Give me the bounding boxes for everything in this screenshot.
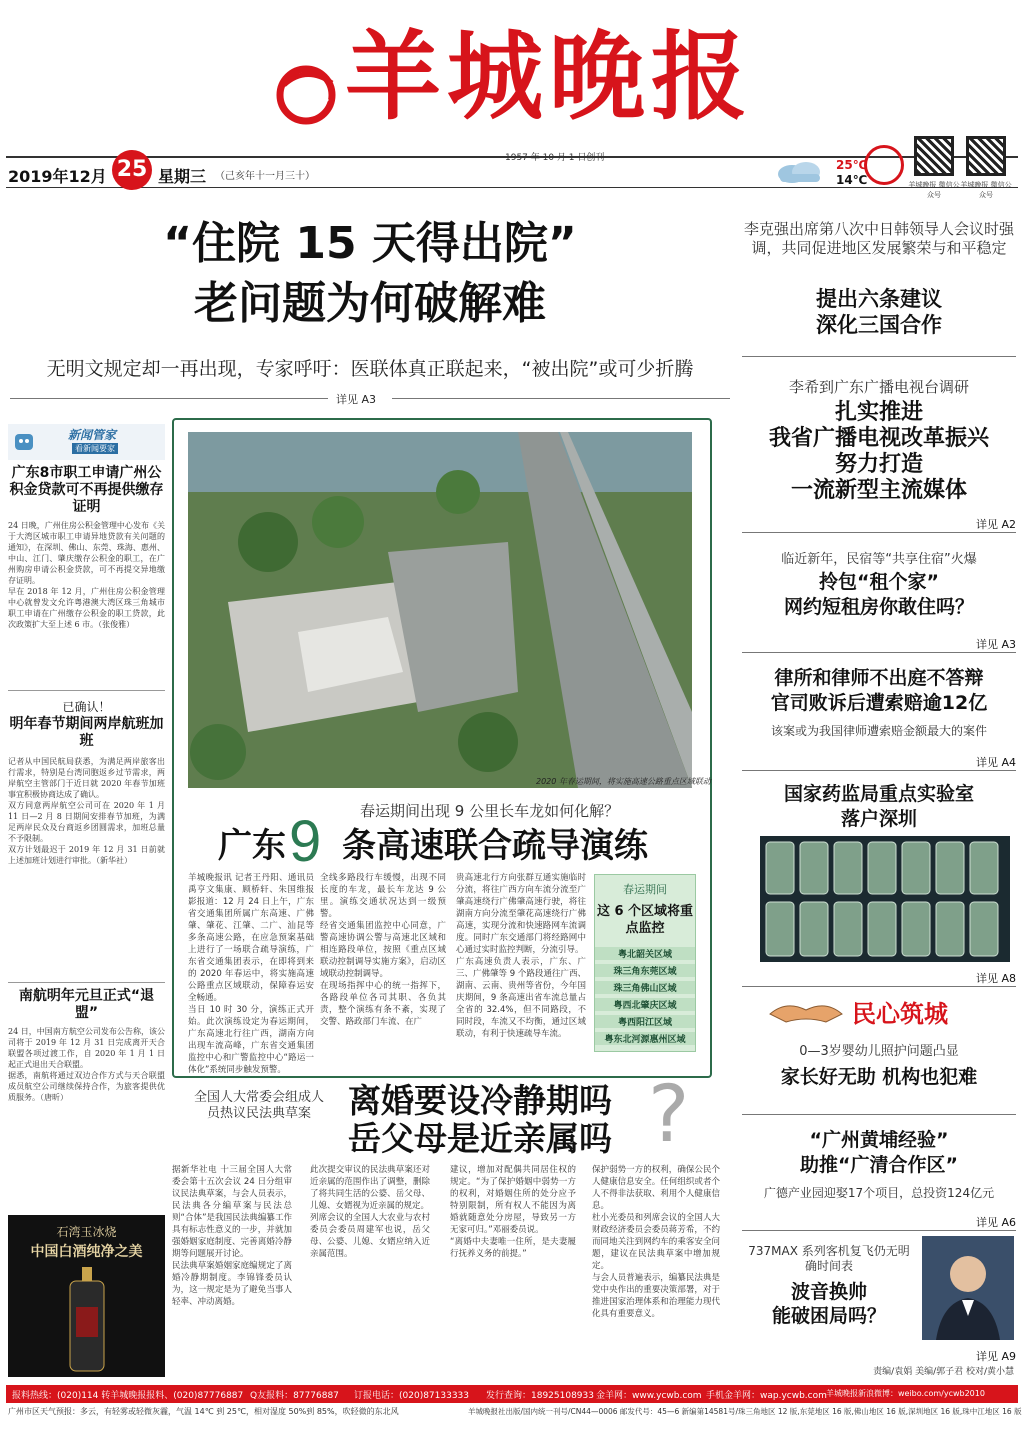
right-see-a6[interactable]: 详见 A6 [975,1216,1016,1229]
right-see-a3[interactable]: 详见 A3 [975,638,1016,651]
right-sub-lawfirm: 该案或为我国律师遭索赔金额最大的案件 [770,724,987,738]
divorce-column-3: 建议，增加对配偶共同居住权的规定。“为了保护婚姻中弱势一方的权利，对婚姻住所的处分应予特别限制，所有权人不能因为离婚就随意处分房屋，导致另一方无家可归。”邓丽委员说。 “离婚中夫妻唯一住所，是夫妻履行抚养义务的前提。” [450,1165,576,1259]
right-sub-huangpu: 广德产业园迎娶17个项目，总投资124亿元 [763,1186,995,1200]
divider [8,690,165,691]
right-title-huangpu[interactable]: “广州黄埔经验” 助推“广清合作区” [800,1129,958,1176]
footer-publisher: 羊城晚报社出版/国内统一刊号/CN44—0006 邮发代号：45—6 新编第14581号/珠三角地区 12 版,东莞地区 16 版,佛山地区 16 版,深圳地区 16 版,珠中江地区 16 版 [468,1407,1022,1416]
ad-brand: 石湾玉冰烧 [56,1225,117,1239]
footer-tipline[interactable]: 报料热线：(020)114 转羊城晚报报料、(020)87776887 [12,1391,244,1401]
footer-weather: 广州市区天气预报：多云，有轻雾或轻微灰霾，气温 14℃ 到 25℃，相对湿度 50%到 85%，吹轻微的东北风 [8,1407,399,1416]
news-butler-subtag: 看新闻要家 [72,443,118,454]
right-title-homestay[interactable]: 拎包“租个家” 网约短租房你敢住吗？ [783,571,974,618]
right-kicker-boeing: 737MAX 系列客机复飞仍无明确时间表 [748,1244,910,1273]
robot-icon [12,428,36,456]
footer-qq[interactable]: Q友报料：87776887 [250,1391,339,1401]
qr-caption: 羊城晚报 微信公众号 [960,181,1012,199]
right-kicker-broadcast: 李希到广东广播电视台调研 [788,378,969,396]
box-item: 珠三角东莞区域 [595,964,695,977]
divider [10,398,328,399]
issue-date: 2019年12月 [8,167,107,186]
divider [8,982,165,983]
box-item: 粤北韶关区域 [595,947,695,960]
issue-weekday: 星期三 [158,167,207,186]
divorce-column-2: 此次提交审议的民法典草案还对近亲属的范围作出了调整，删除了将共同生活的公婆、岳父母、儿媳、女婿视为近亲属的规定。 列席会议的全国人大农业与农村委员会委员周建军也说，岳父母、公婆、儿媳、女婿应纳入近亲属范围。 [310,1165,430,1259]
right-title-summit[interactable]: 提出六条建议 深化三国合作 [816,287,942,337]
right-see-a4[interactable]: 详见 A4 [975,756,1016,769]
right-title-lab[interactable]: 国家药监局重点实验室 落户深圳 [783,783,974,830]
news-butler-banner [8,424,165,460]
box-title: 这 6 个区域将重点监控 [596,904,694,936]
brief-title-airline[interactable]: 南航明年元旦正式“退盟” [18,988,155,1021]
photo-caption: 2020 年春运期间，将实施高速公路重点区域联动 [536,777,711,786]
lead-title-line2[interactable]: 老问题为何破解难 [194,278,546,329]
executive-portrait-photo[interactable] [922,1236,1014,1340]
feature-column-3: 贵高速北行方向张群互通实施临时分流，将往广西方向车流分流至广肇高速绕行广佛肇高速行驶，将往湖南方向分流至肇花高速绕行广佛高速，实现分流和快速路网车流调度。同时广东交通部门将经路网中心通过实时监控判断，分流引导。 广东高速负责人表示，广东、广三、广佛肇等 9 个路段通往广西、湖南、云南、贵州等省份，今年国庆期间，9 条高速出省车流总量占全省的 32.4%，但不同路段，不同时段，车流又不均衡，通过区域联动，有利于快速疏导车流。 [456,873,586,1039]
divider [742,532,1016,533]
divider [742,356,1016,357]
monitor-areas-box [594,874,696,1052]
divorce-title-line2[interactable]: 岳父母是近亲属吗 [348,1119,612,1158]
brief-title-fund[interactable]: 广东8市职工申请广州公积金贷款可不再提供缴存证明 [9,465,164,515]
right-see-a9[interactable]: 详见 A9 [975,1350,1016,1363]
issue-day-badge: 25 [112,150,152,190]
box-kicker: 春运期间 [623,883,667,896]
right-kicker-homestay: 临近新年，民宿等“共享住宿”火爆 [781,552,977,567]
footer-weibo[interactable]: 羊城晚报新浪微博：weibo.com/ycwb2010 [826,1389,985,1398]
box-item: 粤西北肇庆区域 [595,998,695,1011]
brief-body-flights: 记者从中国民航局获悉，为满足两岸旅客出行需求，特别是台湾同胞返乡过节需求，两岸航空主管部门于近日就 2020 年春节加班事宜积极协商达成了确认。 双方同意两岸航空公司可在 2020 年 1 月 11 日—2 月 8 日期间安排春节加班，为满足两岸民众及台商返乡团圆需求，加班总量不予限制。 双方计划最迟于 2019 年 12 月 31 日前就上述加班计划进行审批。（新华社） [8,757,165,865]
cloudy-weather-icon [772,160,826,184]
box-item: 粤东北河源惠州区域 [595,1032,695,1045]
anniversary-emblem-icon [864,145,904,185]
footer-distribution[interactable]: 发行查询：18925108933 [486,1391,594,1401]
footer-mobile-site[interactable]: 手机金羊网：wap.ycwb.com [706,1391,827,1401]
news-butler-tag: 新闻管家 [68,428,117,442]
temp-low: 14℃ [836,173,868,187]
divorce-column-1: 据新华社电 十三届全国人大常委会第十五次会议 24 日分组审议民法典草案，与会人员表示，民法典各分编草案与民法总则“合体”是我国民法典编纂工作具有标志性意义的一步，并就加强婚姻家庭制度、完善离婚冷静期等问题展开讨论。 民法典草案婚姻家庭编规定了离婚冷静期制度。李锦锋委员认为，这一规定是为了避免当事人轻率、冲动离婚。 [172,1165,292,1307]
brief-body-airline: 24 日，中国南方航空公司发布公告称，该公司将于 2019 年 12 月 31 日完成离开天合联盟各项过渡工作，自 2020 年 1 月 1 日起正式退出天合联盟。 据悉，南航将通过双边合作方式与天合联盟成员航空公司继续保持合作，为旅客提供优质服务。（唐昕） [8,1027,165,1102]
divider [742,770,1016,771]
box-item: 珠三角佛山区域 [595,981,695,994]
feature-column-1: 羊城晚报讯 记者王丹阳、通讯员禹亨文集康、顾桥轩、朱国维报影报道：12 月 24 日上午，广东省交通集团所属广东高速、广佛肇、肇花、江肇、二广、汕昆等多条高速公路，在应急预案基础上进行了一场联合疏导演练，广东省交通集团表示，在即将到来的 2020 年春运中，将实施高速公路重点区域联动，保障春运安全畅通。 当日 10 时 30 分，演练正式开始。此次演练设定为春运期间，广东高速北行往广西，湖南方向出现车流高峰，广东省交通集团监控中心和广警监控中心“路运一体化”系统同步触发预警。 [188,873,314,1075]
footer-website[interactable]: 金羊网：www.ycwb.com [596,1391,702,1401]
right-kicker-summit: 李克强出席第八次中日韩领导人会议时强调，共同促进地区发展繁荣与和平稳定 [743,220,1014,257]
specimen-jars-photo[interactable] [760,836,1010,962]
lead-title-line1[interactable]: “住院 15 天得出院” [163,218,577,269]
highway-aerial-photo[interactable] [188,432,692,788]
right-kicker-childcare: 0—3岁婴幼儿照护问题凸显 [799,1044,959,1059]
qr-code-icon[interactable] [966,136,1006,176]
ad-slogan: 中国白酒纯净之美 [30,1244,143,1260]
divider [742,1114,1016,1115]
liquor-bottle-icon [62,1267,112,1373]
brief-title-flights[interactable]: 明年春节期间两岸航班加班 [9,716,164,749]
feature-title-pre[interactable]: 广东 [218,826,286,866]
liquor-advertisement[interactable] [8,1215,165,1377]
divider [742,652,1016,653]
lead-see-ref[interactable]: 详见 A3 [336,393,377,406]
feature-title-number[interactable]: 9 [289,809,322,874]
divorce-column-4: 保护弱势一方的权利，确保公民个人健康信息安全。任何组织或者个人不得非法获取、利用个人健康信息。 杜小光委员和列席会议的全国人大财政经济委员会委员蒋芳希，不约而同地关注到网约车的乘客安全问题，建议在民法典草案中增加规定。 与会人员普遍表示，编纂民法典是党中央作出的重要决策部署，对于推进国家治理体系和治理能力现代化具有重要意义。 [592,1165,720,1319]
divorce-title-line1[interactable]: 离婚要设冷静期吗 [348,1081,612,1120]
temp-high: 25℃ [836,158,868,172]
ram-logo-icon [270,55,342,127]
lunar-date: （己亥年十一月三十） [215,171,315,182]
right-title-broadcast[interactable]: 扎实推进 我省广播电视改革振兴 努力打造 一流新型主流媒体 [768,400,989,503]
feature-title-post[interactable]: 条高速联合疏导演练 [342,826,648,866]
feature-column-2: 全线多路段行车缓慢，出现不同长度的车龙，最长车龙达 9 公里。演练交通状况达到一级预警。 经省交通集团监控中心同意，广警高速协调公警与高速北区域和相连路段单位，按照《重点区域联动控制调导实施方案》，启动区域联动控制调导。 在现场指挥中心的统一指挥下，各路段单位各司其职、各负其责，整个演练有条不紊，实现了交警、路政部门车流、在广 [320,873,446,1027]
right-see-a8[interactable]: 详见 A8 [975,972,1016,985]
qr-caption: 羊城晚报 微信公众号 [908,181,960,199]
handshake-icon [766,996,846,1026]
editor-credits: 责编/袁娟 美编/郭子君 校对/黄小慧 [873,1367,1014,1377]
right-title-lawfirm[interactable]: 律所和律师不出庭不答辩 官司败诉后遭索赔逾12亿 [770,667,988,714]
divider [742,986,1016,987]
question-mark-icon: ? [648,1070,690,1160]
founded-note: 1957 年 10 月 1 日创刊 [505,153,605,163]
masthead-title: 羊城晚报 [345,20,753,133]
right-title-childcare[interactable]: 家长好无助 机构也犯难 [780,1066,978,1088]
divider [392,398,730,399]
qr-code-icon[interactable] [914,136,954,176]
lead-subtitle: 无明文规定却一再出现，专家呼吁：医联体真正联起来，“被出院”或可少折腾 [46,358,694,380]
divorce-kicker: 全国人大常委会组成人员热议民法典草案 [193,1090,324,1121]
brief-body-fund: 24 日晚，广州住房公积金管理中心发布《关于大湾区城市职工申请异地贷款有关问题的通知》，在深圳、佛山、东莞、珠海、惠州、中山、江门、肇庆缴存公积金的职工，在广州购房申请公积金贷款，可不再提交异地缴存证明。 早在 2018 年 12 月，广州住房公积金管理中心就曾发文允许粤港澳大湾区珠三角城市职工申请在广州缴存公积金的职工贷款，此次政策扩大至上述 6 市。（张俊雅） [8,521,165,629]
divider [742,1230,1016,1231]
footer-subscribe[interactable]: 订报电话：(020)87133333 [354,1391,470,1401]
brief-kicker-flights: 已确认！ [62,700,111,714]
column-banner: 民心筑城 [852,999,948,1028]
box-item: 粤西阳江区域 [595,1015,695,1028]
feature-kicker: 春运期间出现 9 公里长车龙如何化解？ [360,802,620,820]
right-title-boeing[interactable]: 波音换帅 能破困局吗？ [771,1281,886,1327]
right-see-a2[interactable]: 详见 A2 [975,518,1016,531]
